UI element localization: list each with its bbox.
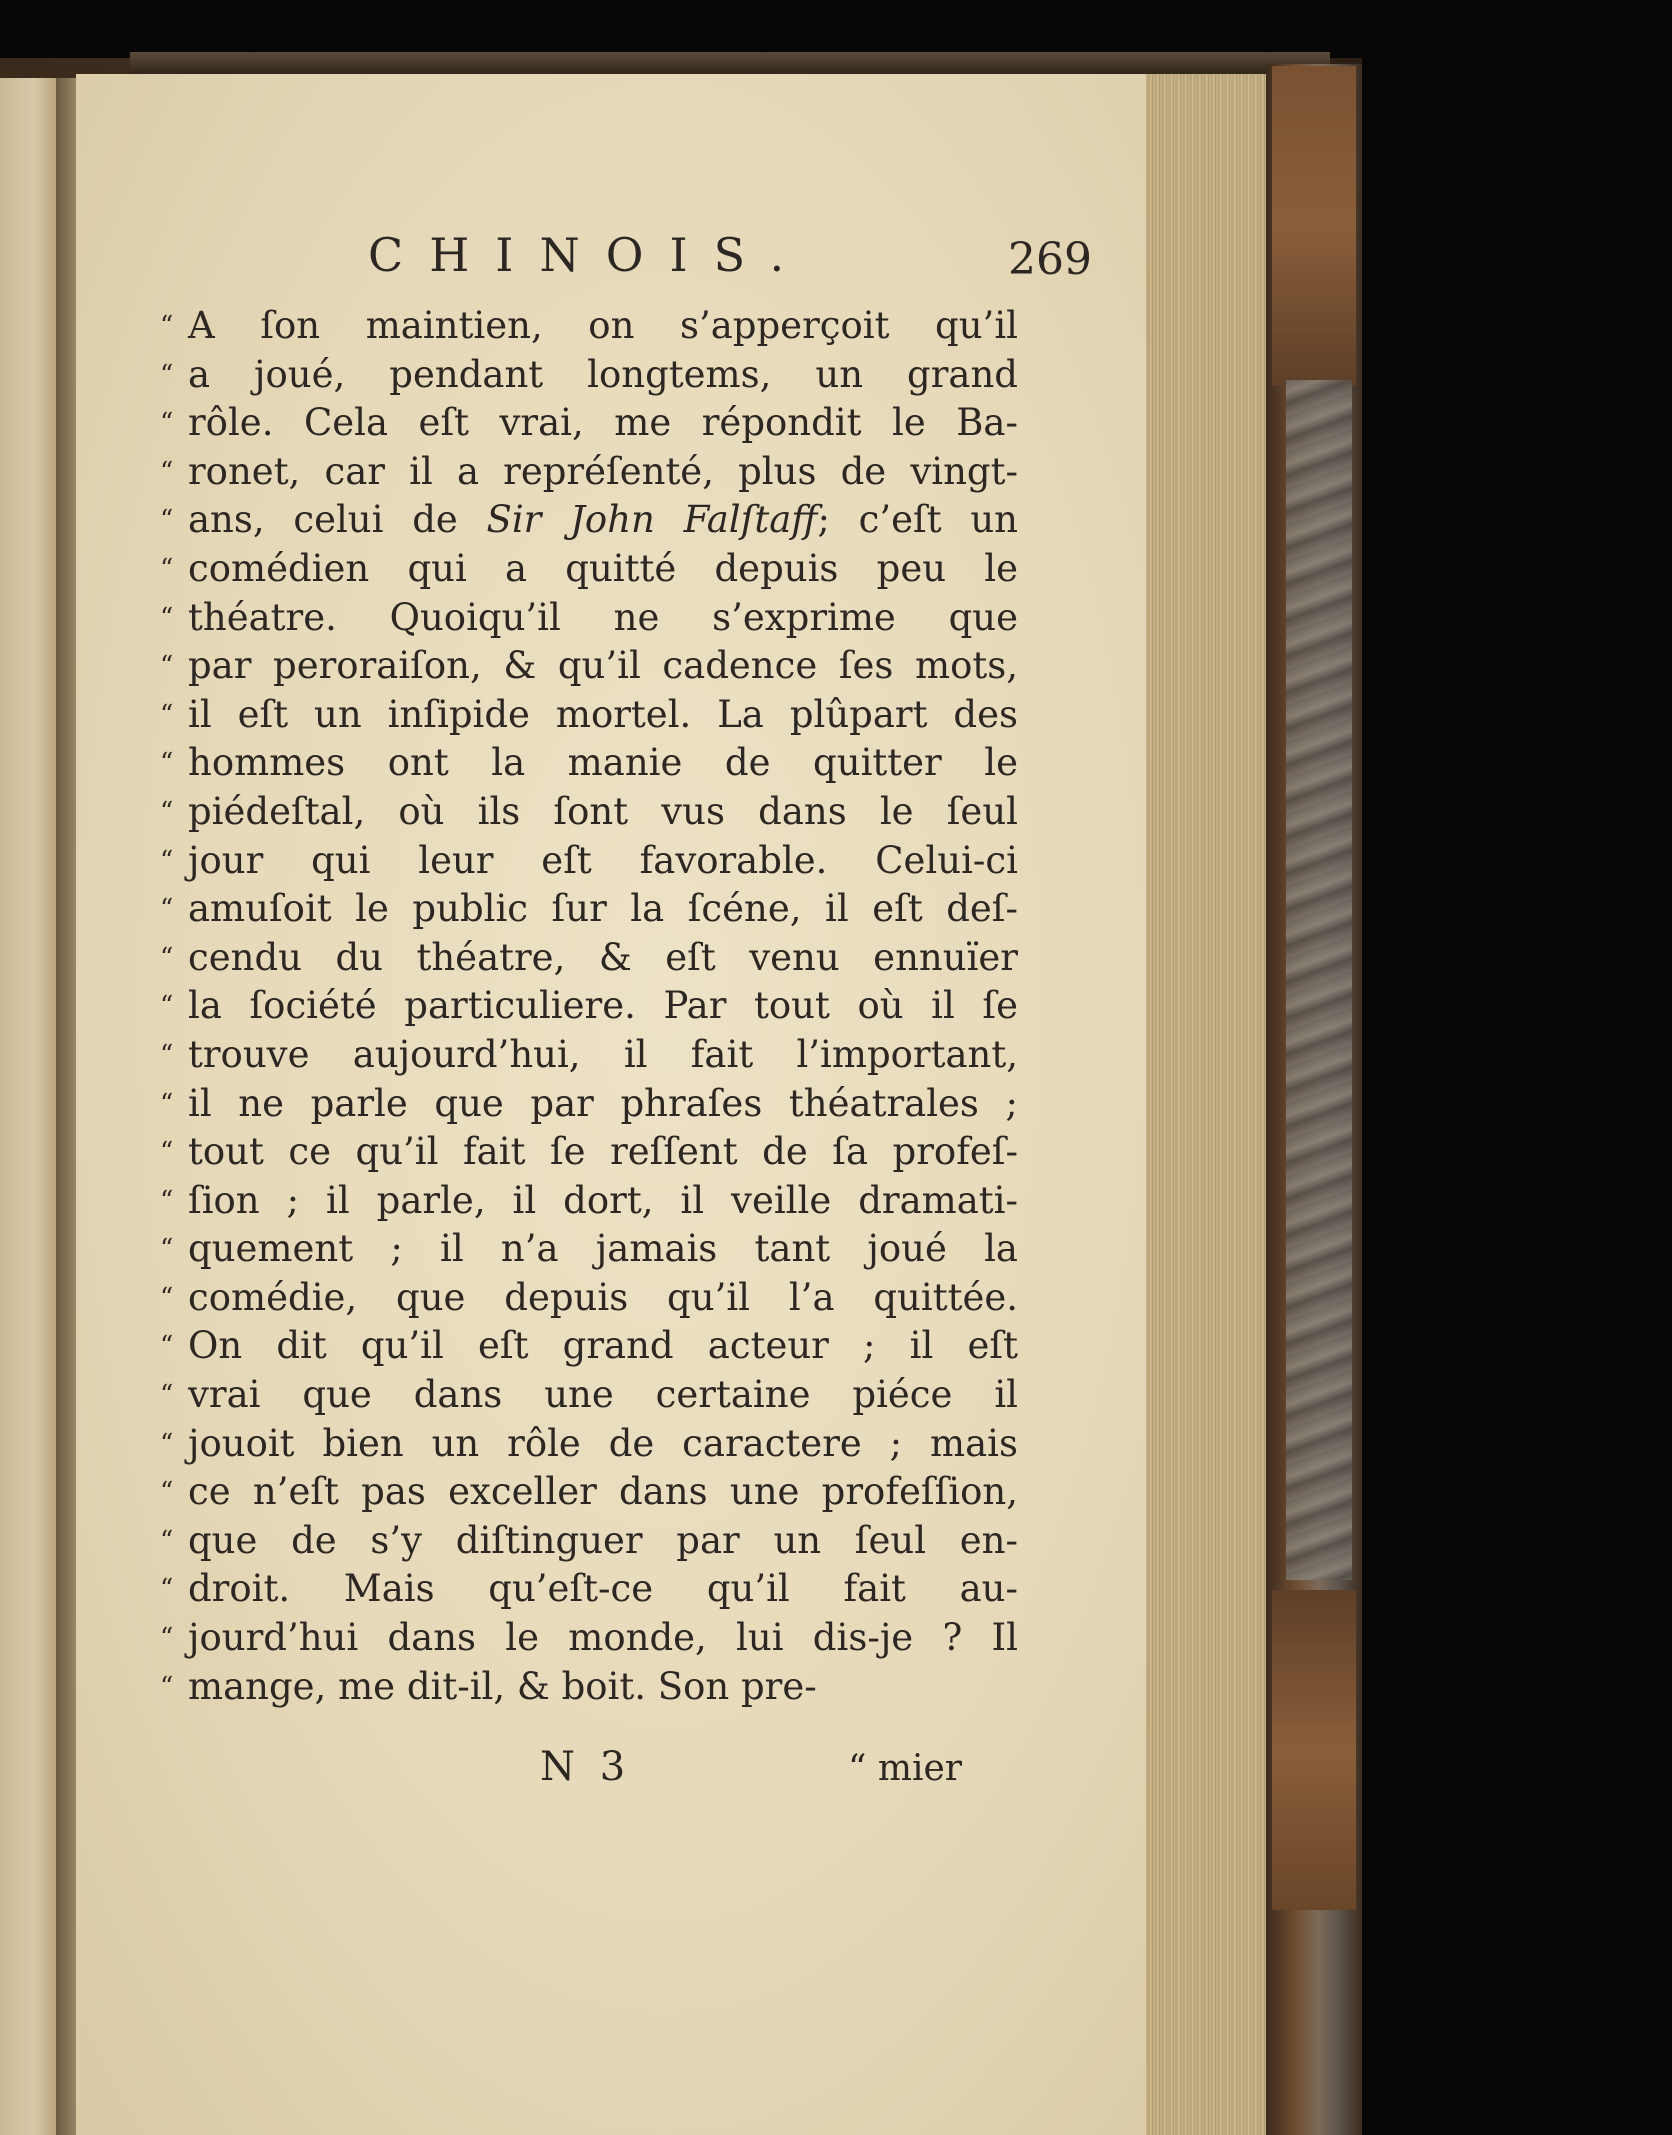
quotation-mark: “ xyxy=(160,796,174,827)
line-text: cendu du théatre, & eſt venu ennuïer xyxy=(188,935,1018,979)
text-line xyxy=(160,399,1018,448)
page-number: 269 xyxy=(1008,234,1092,285)
quotation-mark: “ xyxy=(160,651,174,682)
text-line xyxy=(160,1420,1018,1469)
text-line xyxy=(160,1371,1018,1420)
signature-mark: N 3 xyxy=(540,1744,632,1790)
quotation-mark: “ xyxy=(160,553,174,584)
line-text: a joué, pendant longtems, un grand xyxy=(188,352,1018,396)
text-line xyxy=(160,788,1018,837)
quotation-mark: “ xyxy=(160,845,174,876)
quotation-mark: “ xyxy=(160,359,174,390)
text-line xyxy=(160,739,1018,788)
text-line xyxy=(160,1274,1018,1323)
quotation-mark: “ xyxy=(160,1380,174,1411)
text-line xyxy=(160,1663,1018,1712)
quotation-mark: “ xyxy=(160,456,174,487)
line-text: ronet, car il a repréſenté, plus de vingt- xyxy=(188,449,1018,493)
quotation-mark: “ xyxy=(160,1039,174,1070)
quotation-mark: “ xyxy=(160,1574,174,1605)
line-text: jourd’hui dans le monde, lui dis-je ? Il xyxy=(188,1616,1018,1660)
line-text: hommes ont la manie de quitter le xyxy=(188,741,1018,785)
facing-page-edge xyxy=(0,78,56,2135)
text-line xyxy=(160,302,1018,351)
text-line xyxy=(160,594,1018,643)
quotation-mark: “ xyxy=(160,1137,174,1168)
text-line xyxy=(160,1177,1018,1226)
quotation-mark: “ xyxy=(160,602,174,633)
line-text-before: ans, celui de xyxy=(188,498,487,542)
line-text: il ne parle que par phraſes théatrales ; xyxy=(188,1081,1018,1125)
text-line xyxy=(160,982,1018,1031)
line-text-after: ; c’eſt un xyxy=(817,498,1018,542)
text-line xyxy=(160,837,1018,886)
quotation-mark: “ xyxy=(160,311,174,341)
line-text: que de s’y diſtinguer par un ſeul en- xyxy=(188,1518,1018,1562)
binding-marbled-board xyxy=(1286,380,1352,1580)
line-text: piédeſtal, où ils ſont vus dans le ſeul xyxy=(188,789,1018,833)
text-line xyxy=(160,1614,1018,1663)
quotation-mark: “ xyxy=(160,1671,174,1702)
line-text: théatre. Quoiqu’il ne s’exprime que xyxy=(188,595,1018,639)
line-text: jour qui leur eſt favorable. Celui-ci xyxy=(188,838,1018,882)
quotation-mark: “ xyxy=(160,1282,174,1313)
line-text: ce n’eſt pas exceller dans une profeſſion, xyxy=(188,1470,1018,1514)
quotation-mark: “ xyxy=(160,1234,174,1265)
book-top-edge xyxy=(130,52,1330,76)
line-text: comédien qui a quitté depuis peu le xyxy=(188,546,1018,590)
text-line xyxy=(160,1128,1018,1177)
quotation-mark: “ xyxy=(160,408,174,439)
line-text: trouve aujourd’hui, il fait l’important, xyxy=(188,1032,1018,1076)
line-text: A ſon maintien, on s’apperçoit qu’il xyxy=(188,304,1018,347)
text-line xyxy=(160,1565,1018,1614)
line-text: ſion ; il parle, il dort, il veille dramati- xyxy=(188,1178,1018,1222)
line-text: tout ce qu’il fait ſe reſſent de ſa profeſ- xyxy=(188,1130,1018,1174)
quotation-mark: “ xyxy=(160,1477,174,1508)
line-text: On dit qu’il eſt grand acteur ; il eſt xyxy=(188,1324,1018,1368)
line-text: par peroraiſon, & qu’il cadence ſes mots, xyxy=(188,644,1018,688)
line-text: quement ; il n’a jamais tant joué la xyxy=(188,1227,1018,1271)
text-line xyxy=(160,1468,1018,1517)
quotation-mark: “ xyxy=(160,1428,174,1459)
text-line xyxy=(160,885,1018,934)
body-text xyxy=(160,302,1018,1711)
text-line xyxy=(160,448,1018,497)
line-text-italic: Sir John Falſtaff xyxy=(486,498,818,542)
page-fore-edge xyxy=(1146,74,1266,2135)
line-text: la ſociété particuliere. Par tout où il ſe xyxy=(188,984,1018,1028)
line-text: rôle. Cela eſt vrai, me répondit le Ba- xyxy=(188,401,1018,445)
text-line xyxy=(160,545,1018,594)
text-line xyxy=(160,351,1018,400)
line-text: mange, me dit-il, & boit. Son pre- xyxy=(188,1664,817,1708)
book-gutter xyxy=(56,78,78,2135)
binding-leather-corner-bottom xyxy=(1272,1590,1356,1910)
text-line xyxy=(160,1080,1018,1129)
text-line xyxy=(160,1031,1018,1080)
quotation-mark: “ xyxy=(160,1331,174,1362)
quotation-mark: “ xyxy=(160,1623,174,1654)
text-line xyxy=(160,642,1018,691)
line-text: jouoit bien un rôle de caractere ; mais xyxy=(188,1421,1018,1465)
quotation-mark: “ xyxy=(160,505,174,536)
running-head: CHINOIS. xyxy=(368,228,811,282)
line-text: comédie, que depuis qu’il l’a quittée. xyxy=(188,1275,1018,1319)
text-line xyxy=(160,691,1018,740)
quotation-mark: “ xyxy=(160,942,174,973)
quotation-mark: “ xyxy=(160,699,174,730)
line-text: il eſt un inſipide mortel. La plûpart des xyxy=(188,692,1018,736)
quotation-mark: “ xyxy=(160,1185,174,1216)
quotation-mark: “ xyxy=(160,991,174,1022)
line-text xyxy=(188,496,1018,545)
text-line xyxy=(160,496,1018,545)
text-line xyxy=(160,934,1018,983)
quotation-mark: “ xyxy=(160,1525,174,1556)
catchword: “ mier xyxy=(848,1748,963,1789)
text-line xyxy=(160,1225,1018,1274)
line-text: droit. Mais qu’eſt-ce qu’il fait au- xyxy=(188,1567,1018,1611)
text-line xyxy=(160,1322,1018,1371)
line-text: amuſoit le public ſur la ſcéne, il eſt deſ- xyxy=(188,887,1018,931)
line-text: vrai que dans une certaine piéce il xyxy=(188,1373,1018,1417)
quotation-mark: “ xyxy=(160,894,174,925)
quotation-mark: “ xyxy=(160,748,174,779)
text-line xyxy=(160,1517,1018,1566)
binding-leather-corner-top xyxy=(1272,66,1356,386)
quotation-mark: “ xyxy=(160,1088,174,1119)
